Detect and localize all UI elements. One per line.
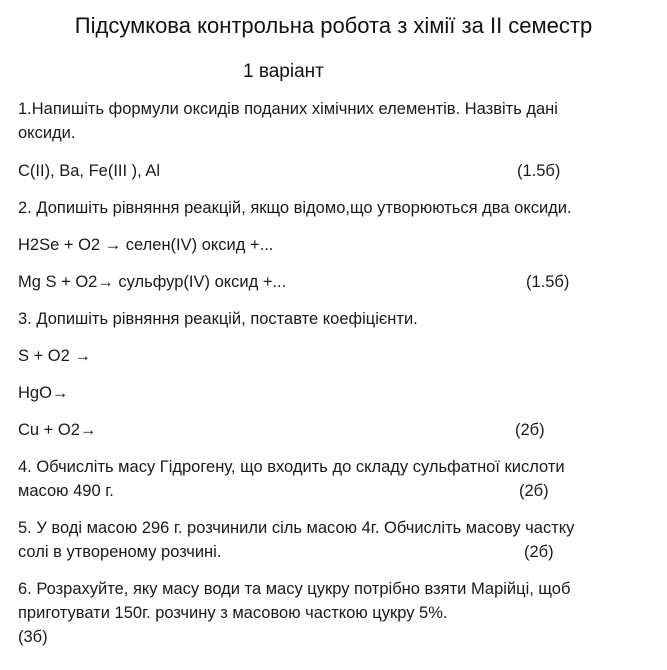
question-4-text-cont: масою 490 г. (18, 482, 114, 500)
question-3-score: (2б) (515, 421, 545, 439)
question-6-text: 6. Розрахуйте, яку масу води та масу цукру потрібно взяти Марійці, щоб (18, 580, 571, 598)
question-2-equation-2: Mg S + O2→ сульфур(IV) оксид +... (18, 273, 287, 291)
question-1-score: (1.5б) (517, 162, 561, 180)
variant-label: 1 варіант (243, 61, 324, 82)
question-2-score: (1.5б) (526, 273, 570, 291)
question-3-equation-3: Cu + O2→ (18, 421, 97, 439)
question-2-text: 2. Допишіть рівняння реакцій, якщо відомо,що утворюються два оксиди. (18, 199, 572, 217)
question-1-elements: C(II), Ba, Fe(III ), Al (18, 162, 161, 180)
question-5-score: (2б) (524, 543, 554, 561)
question-5-text-cont: солі в утвореному розчині. (18, 543, 222, 561)
question-6-score: (3б) (18, 628, 48, 646)
question-2-equation-1: H2Se + O2 → селен(IV) оксид +... (18, 236, 274, 254)
question-4-score: (2б) (519, 482, 549, 500)
page-title: Підсумкова контрольна робота з хімії за ІІ семестр (74, 13, 593, 38)
question-1-text: 1.Напишіть формули оксидів поданих хімічних елементів. Назвіть дані (18, 100, 558, 118)
question-6-text-cont: приготувати 150г. розчину з масовою часткою цукру 5%. (18, 604, 448, 622)
question-3-equation-1: S + O2 → (18, 347, 91, 365)
question-1-text-cont: оксиди. (18, 124, 76, 142)
question-5-text: 5. У воді масою 296 г. розчинили сіль масою 4г. Обчисліть масову частку (18, 519, 575, 537)
question-4-text: 4. Обчисліть масу Гідрогену, що входить до складу сульфатної кислоти (18, 458, 565, 476)
question-3-text: 3. Допишіть рівняння реакцій, поставте коефіцієнти. (18, 310, 418, 328)
question-3-equation-2: HgO→ (18, 384, 69, 402)
